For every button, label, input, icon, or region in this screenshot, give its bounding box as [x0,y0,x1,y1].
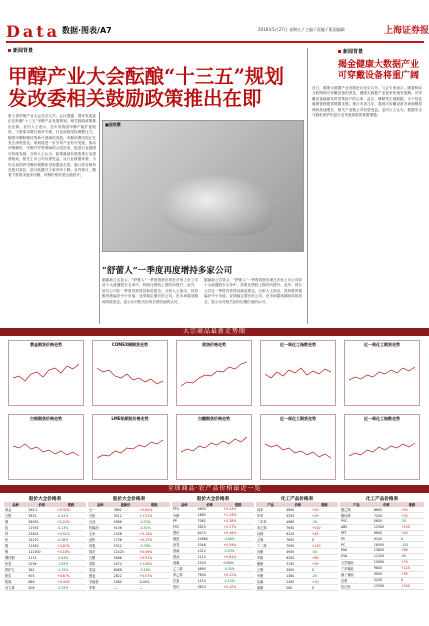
column-header: 品种 [172,502,197,507]
table-cell: 7200 [373,513,400,519]
table-cell: 甲醛 [256,573,285,579]
table-cell: 焦炭 [4,573,27,579]
table-cell: 菜粕 [88,561,113,567]
table-cell: 苯酚 [256,555,285,561]
table-cell: 天然橡胶 [340,559,373,565]
table-cell: +120 [400,565,424,571]
table-cell: 5900 [285,567,311,573]
table-cell: 1510 [197,578,223,584]
column-header: 品种 [88,502,113,507]
price-table-2 [88,496,170,591]
table-cell: +200 [400,583,424,589]
table-cell: 1520 [197,560,223,566]
table-cell: +0.62% [138,507,170,513]
right-headline-line1: 揭金健康大数据产业 [338,60,420,70]
table-cell: PTA [172,507,197,512]
table-cell: 2822 [113,573,139,579]
table-cell: 乙醇 [256,567,285,573]
table-cell: +50 [311,507,338,513]
table-cell: 2046 [197,542,223,548]
table-cell: -30 [311,519,338,525]
table-cell: 2115 [27,555,56,561]
table-cell: 6200 [285,555,311,561]
table-cell: 2450 [285,579,311,585]
table-cell: 丙烯 [256,531,285,537]
table-cell: 15825 [27,531,56,537]
left-article-body: 第十届甲醇产业大会在京召开。会议透露，国家发改委正在酝酿“十三五”甲醇产业发展规划，相关鼓励政策推出在即。业内人士表示，近年来我国甲醇产能扩张较快，下游需求增长相对平缓，行业面临结构调整压力。随着甲醇制烯烃等新兴领域的发展，甲醇消费结构正在发生深刻变化。规划将进一步引导产业有序发展，推动甲醇燃料、甲醇汽车等领域的示范应用，促进行业健康可持续发展。分析人士认为，政策落地有望改善行业供需格局，相关上市公司有望受益。从行业数据来看，今年以来国内甲醇价格整体呈现震荡走势，港口库存维持在相对高位，部分装置开工率有所下降。业内预计，随着下游需求逐步回暖，甲醇价格有望企稳回升。 [8,114,96,178]
table-cell: +1.06% [138,561,170,567]
photo-top-strip [102,112,302,118]
table-cell: 0 [311,585,338,591]
table-cell: +0.67% [56,573,86,579]
column-header: 涨跌 [311,502,338,507]
table-cell: -0.33% [138,519,170,525]
table-cell: 7800 [285,537,311,543]
table-cell: ABS [340,524,373,530]
table-cell: 686 [27,579,56,585]
table-cell: 1380 [285,573,311,579]
table-cell: 5615 [197,524,223,530]
table-cell: 锌 [4,531,27,537]
page-header [0,0,429,44]
table [256,502,338,591]
table-cell: 12300 [373,524,400,530]
table-cell: 903 [27,573,56,579]
table-title: 股价大全价格表 [112,497,146,502]
table-cell: +0.81% [222,554,254,560]
table-cell: +0.22% [56,519,86,525]
table-cell: 玉米 [88,531,113,537]
left-article-tag: 新闻背景 [8,47,33,54]
table-cell: 4650 [197,507,223,512]
table-cell: 铅 [4,537,27,543]
table-cell: 丁二烯 [256,543,285,549]
table-cell: 铝 [4,525,27,531]
table-cell: -60 [400,553,424,559]
table-cell: 10880 [197,536,223,542]
chart-chem-index-2: 近一周化工指数走势 [344,414,420,480]
table-row [340,583,424,589]
table-cell: 尿素 [172,578,197,584]
table-cell: +1.21% [138,513,170,519]
column-header: 价格 [27,502,56,507]
section-title: 数据·图表/A7 [62,26,112,35]
table-cell: -20 [311,573,338,579]
table-title: 股价大全价格表 [28,497,62,502]
table-cell: 乙二醇 [172,566,197,572]
table-cell: 11935 [27,525,56,531]
chart-chem-index: 近一周化工指数走势 [260,340,336,406]
table-title: 化工产品价格表 [280,497,314,502]
column-header: 价格 [373,502,400,507]
table-cell: -50 [311,549,338,555]
table [172,502,254,590]
table-cell: 0 [311,567,338,573]
tag-square-icon [338,50,341,53]
chart-line [97,348,163,402]
column-header: 产品 [340,502,373,507]
table-cell: 0.00% [222,560,254,566]
table-cell: -1.05% [56,561,86,567]
table-cell: 4895 [197,566,223,572]
table-cell: 7050 [285,543,311,549]
column-header: 最新价 [113,502,139,507]
table [88,502,170,591]
table-cell: 1736 [113,537,139,543]
table-cell: EVA [340,553,373,559]
chart-line [97,422,163,476]
table-cell: 塑料 [172,530,197,536]
table-cell: 4980 [285,519,311,525]
table-header-row [256,502,338,507]
sub-article-body-col2: 据最新公告显示，“舒蕾人”一季度再度出现在多家上市公司前十大流通股东名单中，持股比例较上期有所提升。此外，部分公司在一季度内获得其新进建仓。分析人士指出，其持股风格偏好中小市值、业绩稳定增长的公司，在市场震荡期间持续加仓，显示出对相关标的长期价值的认可。 [204,278,302,304]
table-cell: 3150 [285,561,311,567]
photo-bottom-strip [102,256,302,262]
header-rule [6,41,424,43]
table-cell: 5650 [373,519,400,525]
right-headline [338,60,419,82]
table-cell: 3012 [113,513,139,519]
table [4,502,86,591]
table-cell: 4650 [285,507,311,513]
table-cell: 豆粕 [88,513,113,519]
table-cell: 丙酮 [256,549,285,555]
table [340,502,424,590]
sub-article-body-col1: 据最新公告显示，“舒蕾人”一季度再度出现在多家上市公司前十大流通股东名单中，持股比例较上期有所提升。此外，部分公司在一季度内获得其新进建仓。分析人士指出，其持股风格偏好中小市值、业绩稳定增长的公司，在市场震荡期间持续加仓，显示出对相关标的长期价值的认可。 [102,278,198,304]
table-cell: 406 [27,585,56,591]
table-cell: 11200 [373,553,400,559]
table-cell: -150 [400,542,424,548]
table-row [88,585,170,591]
price-table-5 [340,496,424,590]
table-cell: -0.25% [56,585,86,591]
table-cell: 2480 [113,579,139,585]
table-cell: 炭黑 [340,577,373,583]
table-cell: -0.51% [138,525,170,531]
chart-line [181,348,247,402]
column-header: 涨跌 [138,502,170,507]
table-cell: PVC [340,519,373,525]
table-cell: 铁矿石 [4,567,27,573]
table-cell: +80 [311,555,338,561]
table-cell: -0.20% [222,548,254,554]
chart-aluminum: LME铝期货价格走势 [92,414,168,480]
table-cell: -0.68% [222,536,254,542]
table-cell: 0 [400,536,424,542]
table-cell: +0.59% [222,542,254,548]
table-cell: 265.2 [27,507,56,513]
table-cell: +40 [400,530,424,536]
table-cell: 苯乙烯 [172,572,197,578]
table-cell: 9800 [373,565,400,571]
price-tables [4,496,425,624]
column-header: 价格 [197,502,223,507]
table-cell: PS [340,536,373,542]
table-cell: +100 [400,524,424,530]
table-cell: +0.18% [56,549,86,555]
table-cell: 钛白粉 [340,583,373,589]
chart-sugar: 白糖期货价格走势 [176,414,252,480]
chart-line [13,422,79,476]
table-cell: +1.14% [222,512,254,518]
table-cell: 1012 [197,548,223,554]
table-cell: +90 [400,571,424,577]
right-headline-line2: 可穿戴设备将重广阔 [338,71,420,81]
table-cell: 280 [285,585,311,591]
table-cell: +100 [311,525,338,531]
table-cell: +70 [400,559,424,565]
table-cell: 醋酸 [256,561,285,567]
table-cell: 71550 [27,543,56,549]
table-cell: 8475 [197,530,223,536]
table-cell: 1438 [113,531,139,537]
table-cell: 燃油 [172,554,197,560]
table-title: 化工产品价格表 [365,497,399,502]
right-article-body: 近日，健康大数据产业发展论坛在京召开。与会专家表示，随着移动互联网和可穿戴设备的普及，健康大数据产业迎来快速发展期。可穿戴设备能够实时采集用户的心率、血压、睡眠等生理数据，为个性化健康管理提供数据支撑。预计未来几年，我国可穿戴设备市场规模将保持高速增长，相关产业链公司有望受益。业内人士认为，数据安全与隐私保护仍是行业发展面临的重要课题。 [312,86,422,118]
table-cell: 13200 [373,583,400,589]
column-header: 价格 [285,502,311,507]
table-cell: 动力煤 [4,585,27,591]
chart-line [265,422,331,476]
chart-chem-futures-2: 近一周化工期货走势 [260,414,336,480]
table-cell: 纯碱 [172,560,197,566]
table-cell: 菜油 [88,567,113,573]
table-cell: 7650 [197,572,223,578]
chart-line [265,348,331,402]
table-cell: -0.16% [138,567,170,573]
table-cell: -0.78% [138,543,170,549]
table-cell: -0.94% [56,555,86,561]
photo-caption: ■邵欣摄 [105,122,121,127]
table-cell: 白银 [4,513,27,519]
table-row [4,585,86,591]
price-table-3 [172,496,254,590]
table-cell: 11420 [113,549,139,555]
table-cell: — [113,585,139,591]
chart-chem-futures: 近一周化工期货走势 [344,340,420,406]
table-cell: 8600 [373,507,400,513]
table-cell: 白糖 [88,555,113,561]
table-cell: +0.51% [56,531,86,537]
table-cell: +10 [311,579,338,585]
chart-silver: 白银期货价格走势 [8,414,84,480]
column-divider [99,112,100,324]
table-cell: 玻璃 [172,548,197,554]
table-cell: 纯苯 [256,507,285,513]
table-cell: 2474 [113,561,139,567]
table-cell: PA6 [340,547,373,553]
table-cell: +150 [311,543,338,549]
table-cell: 14210 [27,537,56,543]
table-cell: 鸡蛋 [88,543,113,549]
table-row [256,585,338,591]
table-cell: 短纤 [172,584,197,590]
prices-band: 全球商品·农产品价格最近一览 [0,485,429,493]
table-cell: 豆一 [88,507,113,513]
table-cell: PET [340,530,373,536]
table-cell: 6800 [373,530,400,536]
column-divider [307,48,308,324]
table-cell: 黄金 [4,507,27,513]
table-cell: 0 [400,577,424,583]
table-cell: +0.43% [222,507,254,512]
table-cell: +0.23% [138,537,170,543]
table-cell: -0.28% [56,537,86,543]
chart-line [13,348,79,402]
column-header: 涨跌 [222,502,254,507]
table-cell: 甲醇 [172,512,197,518]
table-cell: 2110 [197,554,223,560]
table-cell: +0.07% [138,573,170,579]
main-headline-line1: 甲醇产业大会酝酿“十三五”规划 [8,65,284,88]
table-cell: 10900 [373,559,400,565]
table-cell: +20 [311,513,338,519]
column-header: 涨跌 [400,502,424,507]
table-cell: 2256 [27,561,56,567]
table-cell: PVC [172,524,197,530]
table-cell: 强麦 [88,573,113,579]
table-cell: +30 [311,561,338,567]
table-cell: 锡 [4,549,27,555]
table-cell: 焦煤 [4,579,27,585]
chart-line [349,348,415,402]
table-cell: 二甲苯 [256,519,285,525]
table-cell: 棕榈油 [88,525,113,531]
tag-square-icon [8,49,11,52]
table-cell: 5106 [113,525,139,531]
table-cell: 5488 [113,555,139,561]
price-table-4 [256,496,338,591]
table-cell: +0.44% [56,579,86,585]
table-cell: 5986 [113,519,139,525]
table-cell: -0.35% [222,566,254,572]
table-cell: 36050 [27,519,56,525]
table-cell: -2.15% [56,567,86,573]
table-cell: 沥青 [172,542,197,548]
table-cell: 烧碱 [256,579,285,585]
table-cell: 淀粉 [88,537,113,543]
table-cell: PP [172,518,197,524]
table-cell: 112300 [27,549,56,555]
table-cell: 0.00% [138,579,170,585]
table-cell: 1865 [197,512,223,518]
column-header: 涨跌 [56,502,86,507]
table-cell: +0.38% [222,518,254,524]
table-cell: 5200 [373,577,400,583]
table-cell: +50 [400,507,424,513]
chart-copper: COMEX铜期货走势 [92,340,168,406]
column-header: 产品 [256,502,285,507]
table-row [172,584,254,590]
table-cell: +0.14% [138,531,170,537]
table-cell: -0.13% [56,525,86,531]
table-cell: 3892 [113,507,139,513]
table-cell: 16500 [373,542,400,548]
table-cell: -0.13% [222,578,254,584]
table-cell: 5820 [197,584,223,590]
main-headline [8,66,284,110]
table-cell: +30 [400,513,424,519]
table-cell: 铜 [4,519,27,525]
section-brand: Data [6,22,60,41]
table-cell: 3615 [27,513,56,519]
newspaper-logo: 上海证券报 [384,26,429,36]
table-cell: 镍 [4,543,27,549]
table-cell: 4950 [285,549,311,555]
table-cell: 7650 [285,525,311,531]
table-cell: +0.22% [222,572,254,578]
table-cell: 螺纹钢 [4,555,27,561]
table-cell: 顺丁橡胶 [340,571,373,577]
table-cell: 9100 [373,536,400,542]
table-cell: 362 [27,567,56,573]
table-cell: 0 [311,537,338,543]
table-cell: 硫酸 [256,585,285,591]
table-cell: 7062 [197,518,223,524]
table-cell: 6120 [285,531,311,537]
table-cell: 13800 [373,547,400,553]
table-cell: 聚丙烯 [340,513,373,519]
column-header: 品种 [4,502,27,507]
table-cell: +0.10% [222,584,254,590]
table-cell: -20 [400,519,424,525]
photo-hand-image [163,176,273,236]
table-cell: 苯乙烯 [256,525,285,531]
table-cell: 豆油 [88,519,113,525]
table-cell: — [138,585,170,591]
table-cell: 橡胶 [172,536,197,542]
sub-article-title: “舒蕾人”一季度再度增持多家公司 [102,266,233,276]
table-cell: 9950 [373,571,400,577]
table-cell: +0.32% [56,507,86,513]
table-cell: 棉花 [88,549,113,555]
chart-line [349,422,415,476]
commodity-band: 大宗商品最新走势图 [0,328,429,336]
charts-grid [8,340,422,480]
table-cell: PC [340,542,373,548]
table-cell: 乙烯 [256,537,285,543]
chart-oil: 原油价格走势 [176,340,252,406]
article-photo [102,120,304,252]
table-cell: 丁苯橡胶 [340,565,373,571]
price-table-1 [4,496,86,591]
table-cell: +0.27% [222,524,254,530]
edition-meta: 2016年5月27日 星期五 / 主编 / 责编 / 版面编辑 [258,27,345,32]
table-cell: 4320 [285,513,311,519]
main-headline-line2: 发改委相关鼓励政策推出在即 [8,87,262,110]
table-cell: 6088 [113,567,139,573]
chart-gold: 黄金期货价格走势 [8,340,84,406]
table-cell: -0.41% [56,513,86,519]
table-title: 股价大全价格表 [196,497,230,502]
table-cell: +0.91% [138,555,170,561]
table-cell: +0.18% [222,530,254,536]
table-cell: +80 [400,547,424,553]
table-cell: +40 [311,531,338,537]
table-cell: 热卷 [4,561,27,567]
table-cell: +0.87% [56,543,86,549]
table-cell: 早籼稻 [88,579,113,585]
table-cell: 3322 [113,543,139,549]
table-cell: 聚乙烯 [340,507,373,513]
table-cell: +0.49% [138,549,170,555]
table-cell: 甲苯 [256,513,285,519]
chart-line [181,422,247,476]
table-cell: 苹果 [88,585,113,591]
right-article-tag: 新闻背景 [338,48,363,55]
